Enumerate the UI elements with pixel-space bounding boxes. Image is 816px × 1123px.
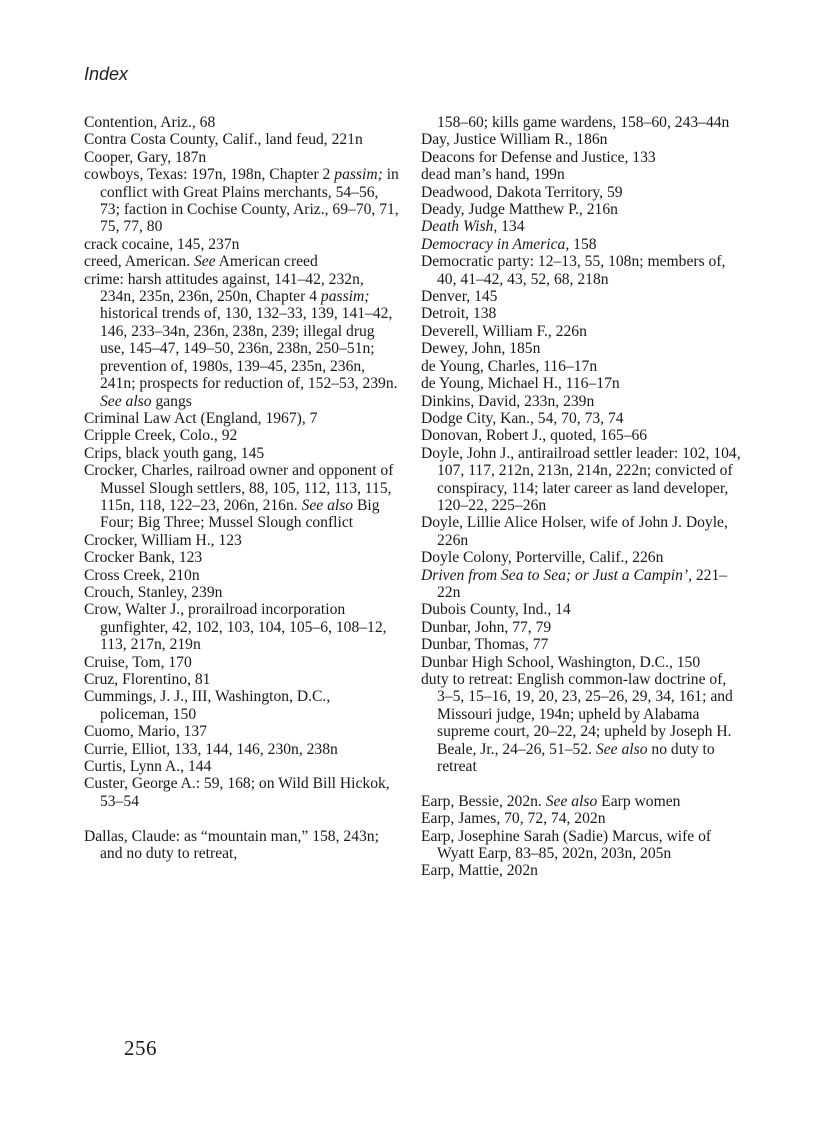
index-entry-italic-text: See also <box>100 392 152 410</box>
index-entry-italic-text: See also <box>595 740 648 758</box>
index-entry <box>84 601 400 653</box>
index-entry <box>421 236 741 253</box>
index-entry <box>421 793 741 810</box>
index-entry-text: Currie, Elliot, 133, 144, 146, 230n, 238n <box>84 740 338 758</box>
index-entry-italic-text: Democracy in America, <box>421 235 570 253</box>
index-entry-text: Cripple Creek, Colo., 92 <box>84 427 238 445</box>
index-entry <box>421 671 741 775</box>
index-entry-text: Donovan, Robert J., quoted, 165–66 <box>421 427 648 445</box>
index-entry <box>421 131 741 148</box>
index-entry <box>84 671 400 688</box>
index-entry <box>84 114 400 131</box>
index-entry <box>421 184 741 201</box>
index-entry-italic-text: See also <box>301 496 354 514</box>
index-entry-text: Contra Costa County, Calif., land feud, 221n <box>84 131 363 149</box>
index-entry-text: historical trends of, 130, 132–33, 139, 141–42, 146, 233–34n, 236n, 238n, 239; illegal drug use, 145–47, 149–50, 236n, 238n, 250–51n; prevention of, 1980s, 139–45, 235n, 236n, 241n; prospects for reduction of, 152–53, 239n. <box>100 305 398 393</box>
index-entry-text: gangs <box>151 392 192 410</box>
index-entry-italic-text: See also <box>545 792 598 810</box>
index-entry <box>421 654 741 671</box>
index-entry-text: crime: harsh attitudes against, 141–42, 232n, 234n, 235n, 236n, 250n, Chapter 4 <box>84 270 364 306</box>
index-entry <box>421 305 741 322</box>
index-entry-italic-text: passim; <box>320 288 370 306</box>
index-entry-text: Earp, Bessie, 202n. <box>421 792 546 810</box>
index-entry-text: no duty to retreat <box>437 740 715 776</box>
index-entry-text: Cuomo, Mario, 137 <box>84 723 208 741</box>
index-entry-text: Big Four; Big Three; Mussel Slough conflict <box>100 496 380 532</box>
index-entry-text: Deverell, William F., 226n <box>421 322 587 340</box>
index-entry-text: crack cocaine, 145, 237n <box>84 235 240 253</box>
index-entry-text: Detroit, 138 <box>421 305 497 323</box>
index-entry-text: Earp women <box>597 792 681 810</box>
index-entry <box>84 688 400 723</box>
index-entry <box>84 828 400 863</box>
index-entry <box>421 288 741 305</box>
index-entry <box>421 810 741 827</box>
index-entry <box>421 601 741 618</box>
index-entry-text: Doyle, John J., antirailroad settler leader: 102, 104, 107, 117, 212n, 213n, 214n, 222n; convicted of conspiracy, 114; later career as land developer, 120–22, 225–26n <box>421 444 741 514</box>
index-entry <box>84 445 400 462</box>
index-entry-text: Contention, Ariz., 68 <box>84 114 216 131</box>
index-entry-text: Earp, James, 70, 72, 74, 202n <box>421 810 606 828</box>
index-entry-text: Cummings, J. J., III, Washington, D.C., policeman, 150 <box>84 688 331 723</box>
index-entry <box>421 358 741 375</box>
index-entry <box>84 410 400 427</box>
index-entry <box>84 427 400 444</box>
index-entry <box>421 149 741 166</box>
index-entry <box>84 149 400 166</box>
index-entry-text: Cooper, Gary, 187n <box>84 148 207 166</box>
index-entry-text: Crocker, William H., 123 <box>84 531 242 549</box>
index-entry-italic-text: Death Wish, <box>421 218 498 236</box>
index-column-right <box>421 114 741 880</box>
index-entry-text: Crocker Bank, 123 <box>84 549 203 567</box>
index-entry <box>84 549 400 566</box>
index-entry <box>421 340 741 357</box>
index-entry-text: Criminal Law Act (England, 1967), 7 <box>84 409 318 427</box>
index-entry-text: duty to retreat: English common-law doctrine of, 3–5, 15–16, 19, 20, 23, 25–26, 29, 34, 161; and Missouri judge, 194n; upheld by Alabama supreme court, 20–22, 24; upheld by Joseph H. Beale, Jr., 24–26, 51–52. <box>421 671 733 758</box>
index-entry-text: 158–60; kills game wardens, 158–60, 243–44n <box>437 114 730 131</box>
index-entry-text: Crocker, Charles, railroad owner and opponent of Mussel Slough settlers, 88, 105, 112, 113, 115, 115n, 118, 122–23, 206n, 216n. <box>84 462 394 514</box>
index-entry <box>421 375 741 392</box>
index-entry <box>84 775 400 810</box>
index-entry-text: 158 <box>569 235 597 253</box>
index-entry-text: de Young, Charles, 116–17n <box>421 357 598 375</box>
index-entry-text: dead man’s hand, 199n <box>421 166 565 184</box>
index-entry-text: in conflict with Great Plains merchants, 54–56, 73; faction in Cochise County, Ariz., 69–70, 71, 75, 77, 80 <box>100 166 399 236</box>
index-entry-text: cowboys, Texas: 197n, 198n, Chapter 2 <box>84 166 335 184</box>
index-entry <box>84 741 400 758</box>
index-entry <box>421 410 741 427</box>
index-entry <box>421 828 741 863</box>
index-entry-text: Denver, 145 <box>421 288 498 306</box>
index-entry <box>421 619 741 636</box>
index-entry <box>421 549 741 566</box>
index-entry <box>421 218 741 235</box>
index-entry <box>421 862 741 879</box>
index-entry-text: Dinkins, David, 233n, 239n <box>421 392 595 410</box>
index-entry <box>421 427 741 444</box>
index-entry <box>421 253 741 288</box>
index-entry <box>84 567 400 584</box>
index-entry-text: Dunbar, John, 77, 79 <box>421 618 552 636</box>
index-entry <box>84 584 400 601</box>
index-entry-text: Doyle Colony, Porterville, Calif., 226n <box>421 549 664 567</box>
page-number: 256 <box>124 1036 157 1060</box>
index-entry <box>84 131 400 148</box>
index-entry-italic-text: Driven from Sea to Sea; or Just a Campin’, <box>421 566 692 584</box>
index-entry-text: Earp, Mattie, 202n <box>421 862 538 880</box>
index-entry-text: Crouch, Stanley, 239n <box>84 583 223 601</box>
index-entry <box>421 514 741 549</box>
index-entry-text: de Young, Michael H., 116–17n <box>421 375 620 393</box>
index-entry <box>421 201 741 218</box>
index-entry <box>84 253 400 270</box>
index-entry-text: 134 <box>497 218 525 236</box>
index-entry <box>421 636 741 653</box>
index-entry-continued <box>421 114 741 131</box>
index-entry-text: creed, American. <box>84 253 194 271</box>
index-entry <box>84 166 400 236</box>
index-entry-text: 221–22n <box>437 566 728 601</box>
index-entry-text: Dallas, Claude: as “mountain man,” 158, 243n; and no duty to retreat, <box>84 827 379 863</box>
index-entry <box>421 166 741 183</box>
index-entry-text: Deady, Judge Matthew P., 216n <box>421 201 618 219</box>
index-entry <box>84 271 400 410</box>
index-entry-text: Curtis, Lynn A., 144 <box>84 758 212 776</box>
index-entry <box>421 567 741 602</box>
index-entry-text: Crow, Walter J., prorailroad incorporation gunfighter, 42, 102, 103, 104, 105–6, 108–12, 113, 217n, 219n <box>84 601 387 654</box>
index-entry-text: Earp, Josephine Sarah (Sadie) Marcus, wife of Wyatt Earp, 83–85, 202n, 203n, 205n <box>421 827 712 863</box>
index-entry <box>84 532 400 549</box>
index-entry <box>84 462 400 532</box>
index-entry-text: Dubois County, Ind., 14 <box>421 601 571 619</box>
index-entry-italic-text: See <box>193 253 216 271</box>
index-entry-text: Deadwood, Dakota Territory, 59 <box>421 183 623 201</box>
index-entry-text: Crips, black youth gang, 145 <box>84 444 265 462</box>
index-entry <box>84 654 400 671</box>
index-entry <box>421 445 741 515</box>
index-entry-text: Custer, George A.: 59, 168; on Wild Bill Hickok, 53–54 <box>84 775 390 810</box>
running-head: Index <box>84 64 129 84</box>
index-entry-text: Deacons for Defense and Justice, 133 <box>421 148 656 166</box>
index-entry-text: American creed <box>215 253 318 271</box>
index-entry <box>84 723 400 740</box>
index-entry-text: Cross Creek, 210n <box>84 566 200 584</box>
index-entry <box>421 323 741 340</box>
index-entry <box>421 393 741 410</box>
index-entry-text: Dunbar High School, Washington, D.C., 150 <box>421 653 701 671</box>
index-entry-text: Doyle, Lillie Alice Holser, wife of John J. Doyle, 226n <box>421 514 728 549</box>
index-entry <box>84 758 400 775</box>
index-entry-text: Democratic party: 12–13, 55, 108n; members of, 40, 41–42, 43, 52, 68, 218n <box>421 253 726 288</box>
index-entry-text: Cruise, Tom, 170 <box>84 653 192 671</box>
index-entry-text: Dewey, John, 185n <box>421 340 541 358</box>
index-entry-text: Dodge City, Kan., 54, 70, 73, 74 <box>421 409 624 427</box>
index-entry-text: Day, Justice William R., 186n <box>421 131 608 149</box>
index-entry-text: Dunbar, Thomas, 77 <box>421 636 549 654</box>
index-entry-italic-text: passim; <box>334 166 383 184</box>
index-column-left <box>84 114 400 862</box>
index-entry <box>84 236 400 253</box>
index-entry-text: Cruz, Florentino, 81 <box>84 671 211 688</box>
